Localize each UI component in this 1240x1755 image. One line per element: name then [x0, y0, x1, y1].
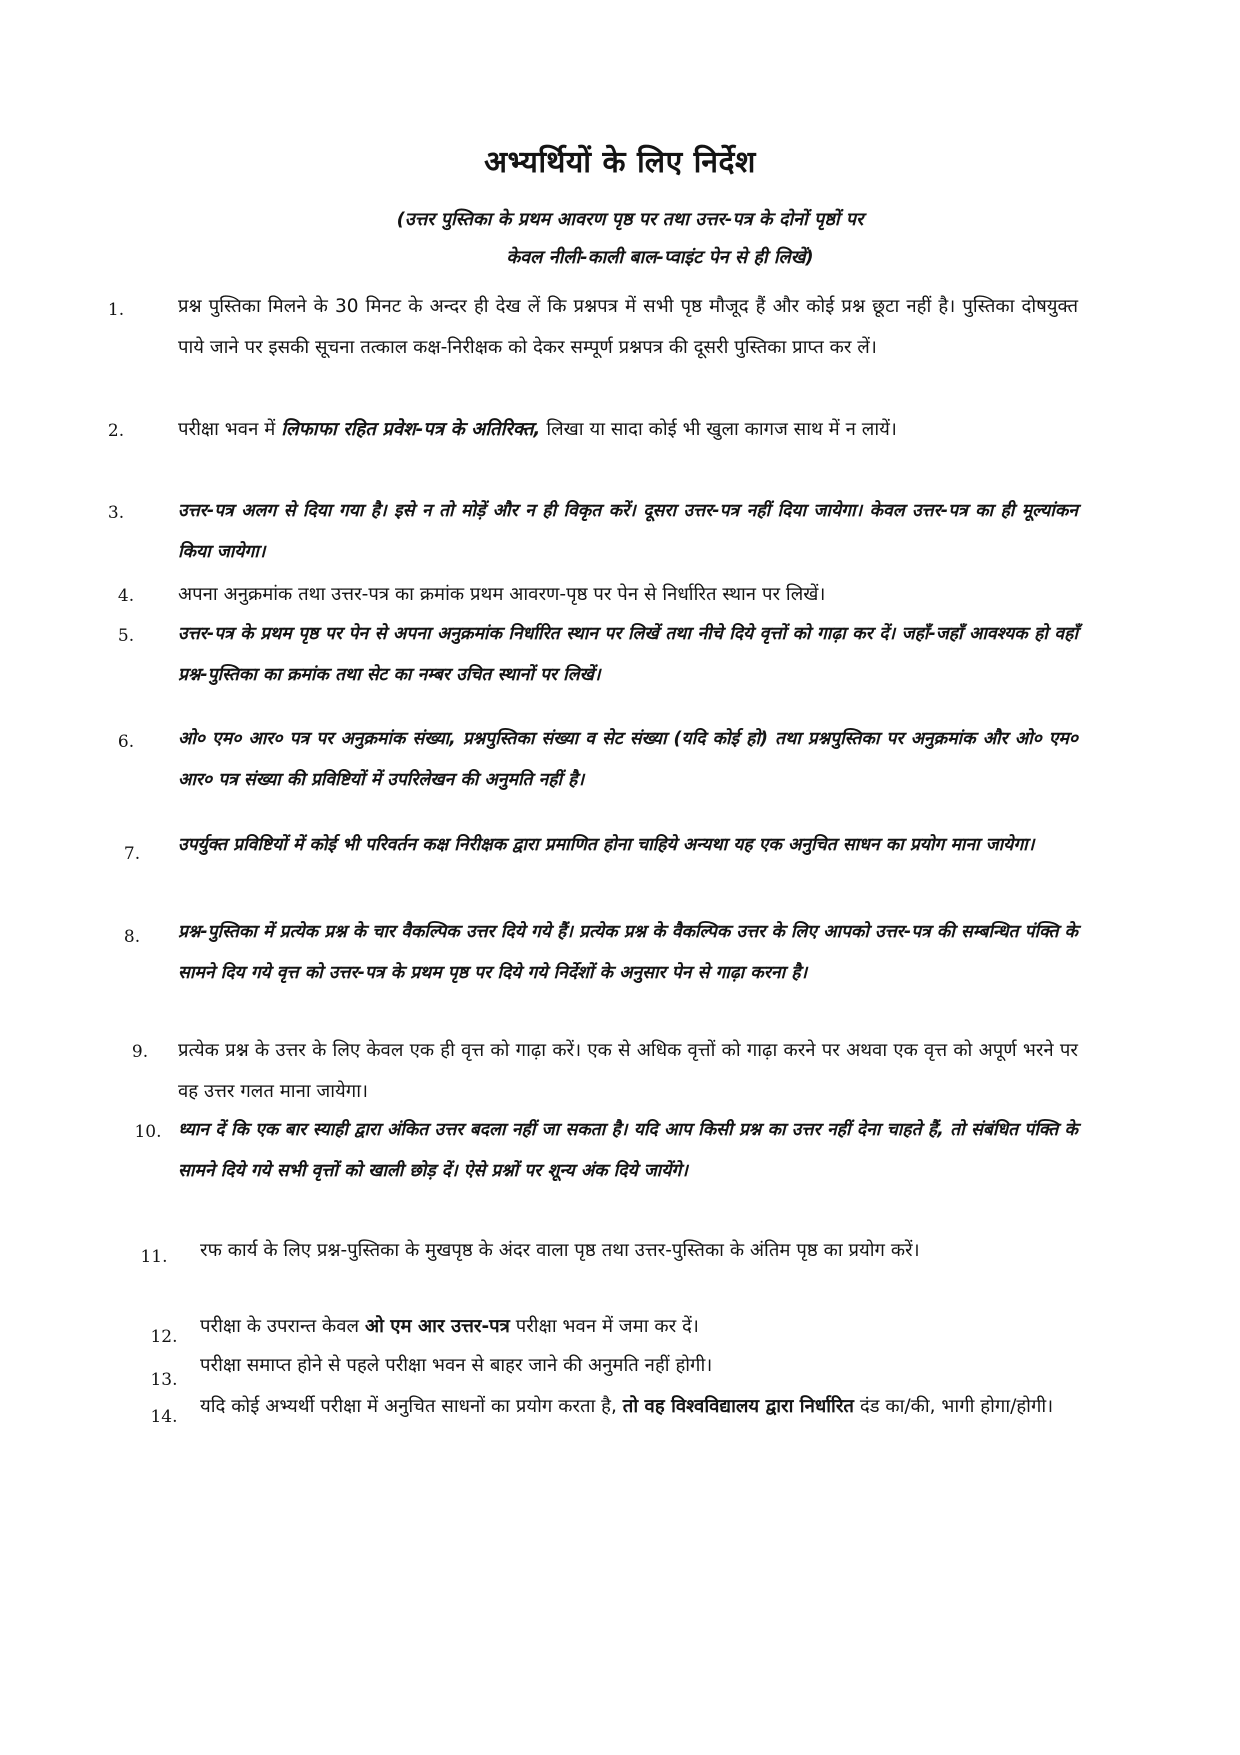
- item-number: 5.: [117, 626, 135, 646]
- item-number: 7.: [123, 844, 141, 864]
- item-number: 3.: [107, 503, 125, 523]
- item-text-part: यदि कोई अभ्यर्थी परीक्षा में अनुचित साधनों का प्रयोग करता है,: [200, 1396, 623, 1417]
- subtitle-line-2: केवल नीली-काली बाल-प्वाइंट पेन से ही लिखें): [506, 247, 814, 268]
- item-text: प्रत्येक प्रश्न के उत्तर के लिए केवल एक ही वृत्त को गाढ़ा करें। एक से अधिक वृत्तों को गाढ़ा करने पर अथवा एक वृत्त को अपूर्ण भरने पर वह उत्तर गलत माना जायेगा।: [178, 1040, 1078, 1102]
- item-text-part: परीक्षा भवन में: [178, 419, 282, 440]
- item-number: 11.: [140, 1247, 168, 1267]
- item-text: [200, 1386, 1080, 1427]
- item-text: उत्तर-पत्र के प्रथम पृष्ठ पर पेन से अपना अनुक्रमांक निर्धारित स्थान पर लिखें तथा नीचे दिये वृत्तों को गाढ़ा कर दें। जहाँ-जहाँ आवश्यक हो वहाँ प्रश्न-पुस्तिका का क्रमांक तथा सेट का नम्बर उचित स्थानों पर लिखें।: [178, 624, 1078, 685]
- item-number: 1.: [107, 300, 125, 320]
- item-number: 8.: [123, 927, 141, 947]
- item-text: [200, 1306, 1080, 1347]
- item-text: परीक्षा समाप्त होने से पहले परीक्षा भवन से बाहर जाने की अनुमति नहीं होगी।: [200, 1355, 713, 1376]
- page-title: अभ्यर्थियों के लिए निर्देश: [484, 145, 756, 180]
- item-number: 12.: [150, 1327, 178, 1347]
- item-text: प्रश्न-पुस्तिका में प्रत्येक प्रश्न के चार वैकल्पिक उत्तर दिये गये हैं। प्रत्येक प्रश्न के वैकल्पिक उत्तर के लिए आपको उत्तर-पत्र की सम्बन्धित पंक्ति के सामने दिय गये वृत्त को उत्तर-पत्र के प्रथम पृष्ठ पर दिये गये निर्देशों के अनुसार पेन से गाढ़ा करना है।: [178, 922, 1078, 983]
- item-number: 14.: [150, 1407, 178, 1427]
- item-text-part: परीक्षा के उपरान्त केवल: [200, 1316, 365, 1337]
- item-text-emphasis: तो वह विश्वविद्यालय द्वारा निर्धारित: [622, 1396, 854, 1417]
- item-text: प्रश्न पुस्तिका मिलने के 30 मिनट के अन्दर ही देख लें कि प्रश्नपत्र में सभी पृष्ठ मौजूद हैं और कोई प्रश्न छूटा नहीं है। पुस्तिका दोषयुक्त पाये जाने पर इसकी सूचना तत्काल कक्ष-निरीक्षक को देकर सम्पूर्ण प्रश्नपत्र की दूसरी पुस्तिका प्राप्त कर लें।: [178, 296, 1078, 358]
- item-text: उपर्युक्त प्रविष्टियों में कोई भी परिवर्तन कक्ष निरीक्षक द्वारा प्रमाणित होना चाहिये अन्यथा यह एक अनुचित साधन का प्रयोग माना जायेगा।: [178, 835, 1035, 855]
- item-text-part: दंड का/की, भागी होगा/होगी।: [853, 1396, 1054, 1417]
- item-text-part: परीक्षा भवन में जमा कर दें।: [509, 1316, 699, 1337]
- item-text: ओ० एम० आर० पत्र पर अनुक्रमांक संख्या, प्रश्नपुस्तिका संख्या व सेट संख्या (यदि कोई हो) तथा प्रश्नपुस्तिका पर अनुक्रमांक और ओ० एम० आर० पत्र संख्या की प्रविष्टियों में उपरिलेखन की अनुमति नहीं है।: [178, 729, 1078, 790]
- item-number: 10.: [134, 1122, 162, 1142]
- item-number: 13.: [150, 1370, 178, 1390]
- item-number: 2.: [107, 421, 125, 441]
- item-number: 9.: [131, 1042, 149, 1062]
- item-text: [178, 409, 1078, 450]
- subtitle-line-1: (उत्तर पुस्तिका के प्रथम आवरण पृष्ठ पर तथा उत्तर-पत्र के दोनों पृष्ठों पर: [396, 209, 864, 230]
- item-text: ध्यान दें कि एक बार स्याही द्वारा अंकित उत्तर बदला नहीं जा सकता है। यदि आप किसी प्रश्न का उत्तर नहीं देना चाहते हैं, तो संबंधित पंक्ति के सामने दिये गये सभी वृत्तों को खाली छोड़ दें। ऐसे प्रश्नों पर शून्य अंक दिये जायेंगे।: [178, 1120, 1078, 1181]
- item-text-emphasis: ओ एम आर उत्तर-पत्र: [364, 1316, 510, 1337]
- item-text: रफ कार्य के लिए प्रश्न-पुस्तिका के मुखपृष्ठ के अंदर वाला पृष्ठ तथा उत्तर-पुस्तिका के अंतिम पृष्ठ का प्रयोग करें।: [200, 1240, 920, 1261]
- item-text: अपना अनुक्रमांक तथा उत्तर-पत्र का क्रमांक प्रथम आवरण-पृष्ठ पर पेन से निर्धारित स्थान पर लिखें।: [178, 584, 826, 605]
- item-text-part: लिखा या सादा कोई भी खुला कागज साथ में न लायें।: [540, 419, 897, 440]
- item-number: 4.: [117, 586, 135, 606]
- item-text: उत्तर-पत्र अलग से दिया गया है। इसे न तो मोड़ें और न ही विकृत करें। दूसरा उत्तर-पत्र नहीं दिया जायेगा। केवल उत्तर-पत्र का ही मूल्यांकन किया जायेगा।: [178, 501, 1078, 562]
- item-text-emphasis: लिफाफा रहित प्रवेश-पत्र के अतिरिक्त,: [281, 419, 541, 440]
- item-number: 6.: [117, 732, 135, 752]
